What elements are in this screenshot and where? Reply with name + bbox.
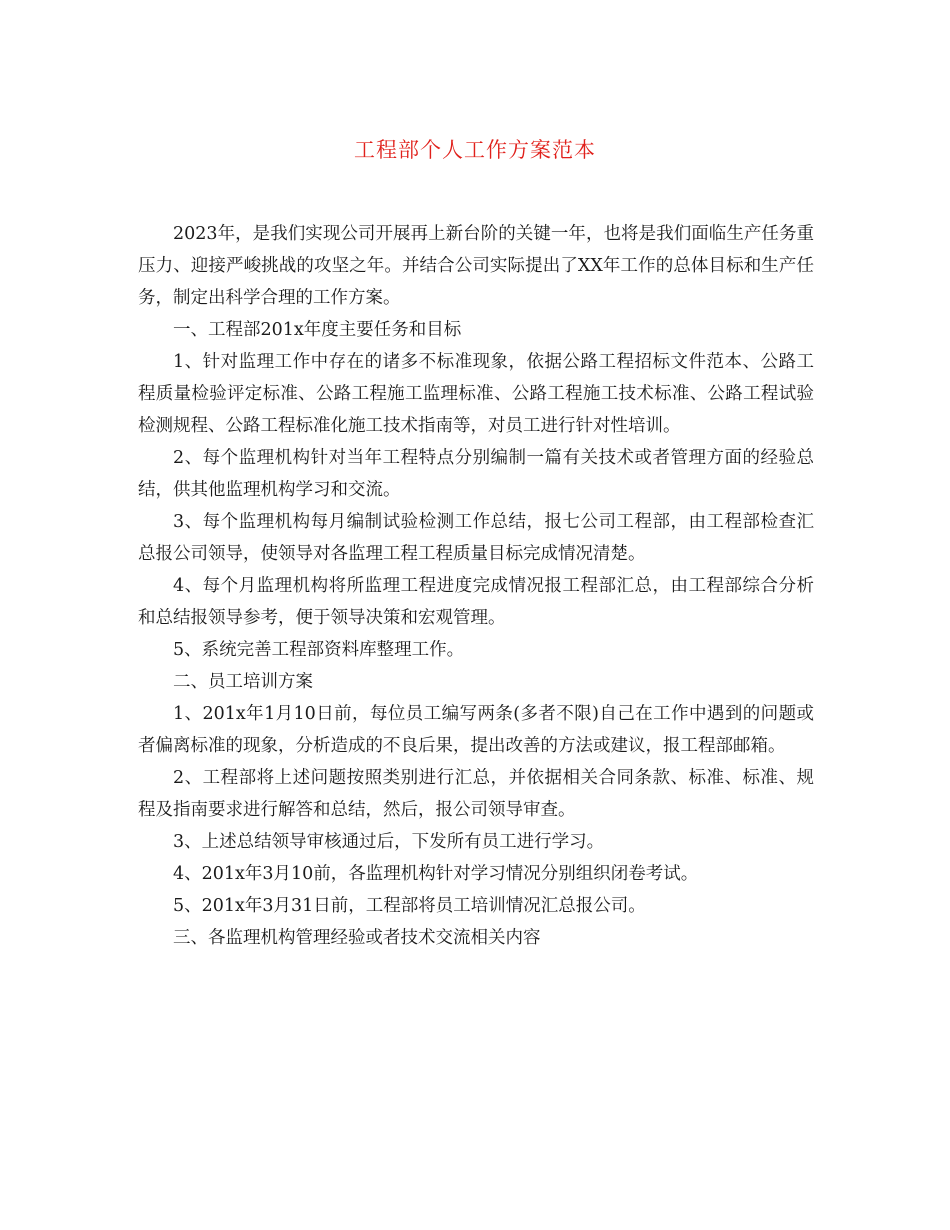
paragraph-item: 5、系统完善工程部资料库整理工作。 [173,640,465,660]
paragraph-item: 1、针对监理工作中存在的诸多不标准现象，依据公路工程招标文件范本、公路工程质量检验评定标准、公路工程施工监理标准、公路工程施工技术标准、公路工程试验检测规程、公路工程标准化施工技术指南等，对员工进行针对性培训。 [138,352,814,436]
section-heading-2: 二、员工培训方案 [173,672,313,692]
intro-paragraph: 2023年，是我们实现公司开展再上新台阶的关键一年，也将是我们面临生产任务重压力、迎接严峻挑战的攻坚之年。并结合公司实际提出了XX年工作的总体目标和生产任务，制定出科学合理的工作方案。 [138,224,814,308]
paragraph-item: 2、每个监理机构针对当年工程特点分别编制一篇有关技术或者管理方面的经验总结，供其他监理机构学习和交流。 [138,448,814,500]
paragraph-item: 1、201x年1月10日前，每位员工编写两条(多者不限)自己在工作中遇到的问题或者偏离标准的现象，分析造成的不良后果，提出改善的方法或建议，报工程部邮箱。 [138,704,814,756]
document-title: 工程部个人工作方案范本 [354,138,596,162]
paragraph-item: 2、工程部将上述问题按照类别进行汇总，并依据相关合同条款、标准、标准、规程及指南要求进行解答和总结，然后，报公司领导审查。 [138,768,814,820]
paragraph-item: 3、上述总结领导审核通过后，下发所有员工进行学习。 [173,832,605,852]
paragraph-item: 4、每个月监理机构将所监理工程进度完成情况报工程部汇总，由工程部综合分析和总结报领导参考，便于领导决策和宏观管理。 [138,576,814,628]
paragraph-item: 3、每个监理机构每月编制试验检测工作总结，报七公司工程部，由工程部检查汇总报公司领导，使领导对各监理工程工程质量目标完成情况清楚。 [138,512,814,564]
section-heading-1: 一、工程部201x年度主要任务和目标 [173,320,462,340]
paragraph-item: 5、201x年3月31日前，工程部将员工培训情况汇总报公司。 [173,896,646,916]
section-heading-3: 三、各监理机构管理经验或者技术交流相关内容 [173,928,541,948]
document-body [138,218,814,954]
paragraph-item: 4、201x年3月10前，各监理机构针对学习情况分别组织闭卷考试。 [173,864,699,884]
